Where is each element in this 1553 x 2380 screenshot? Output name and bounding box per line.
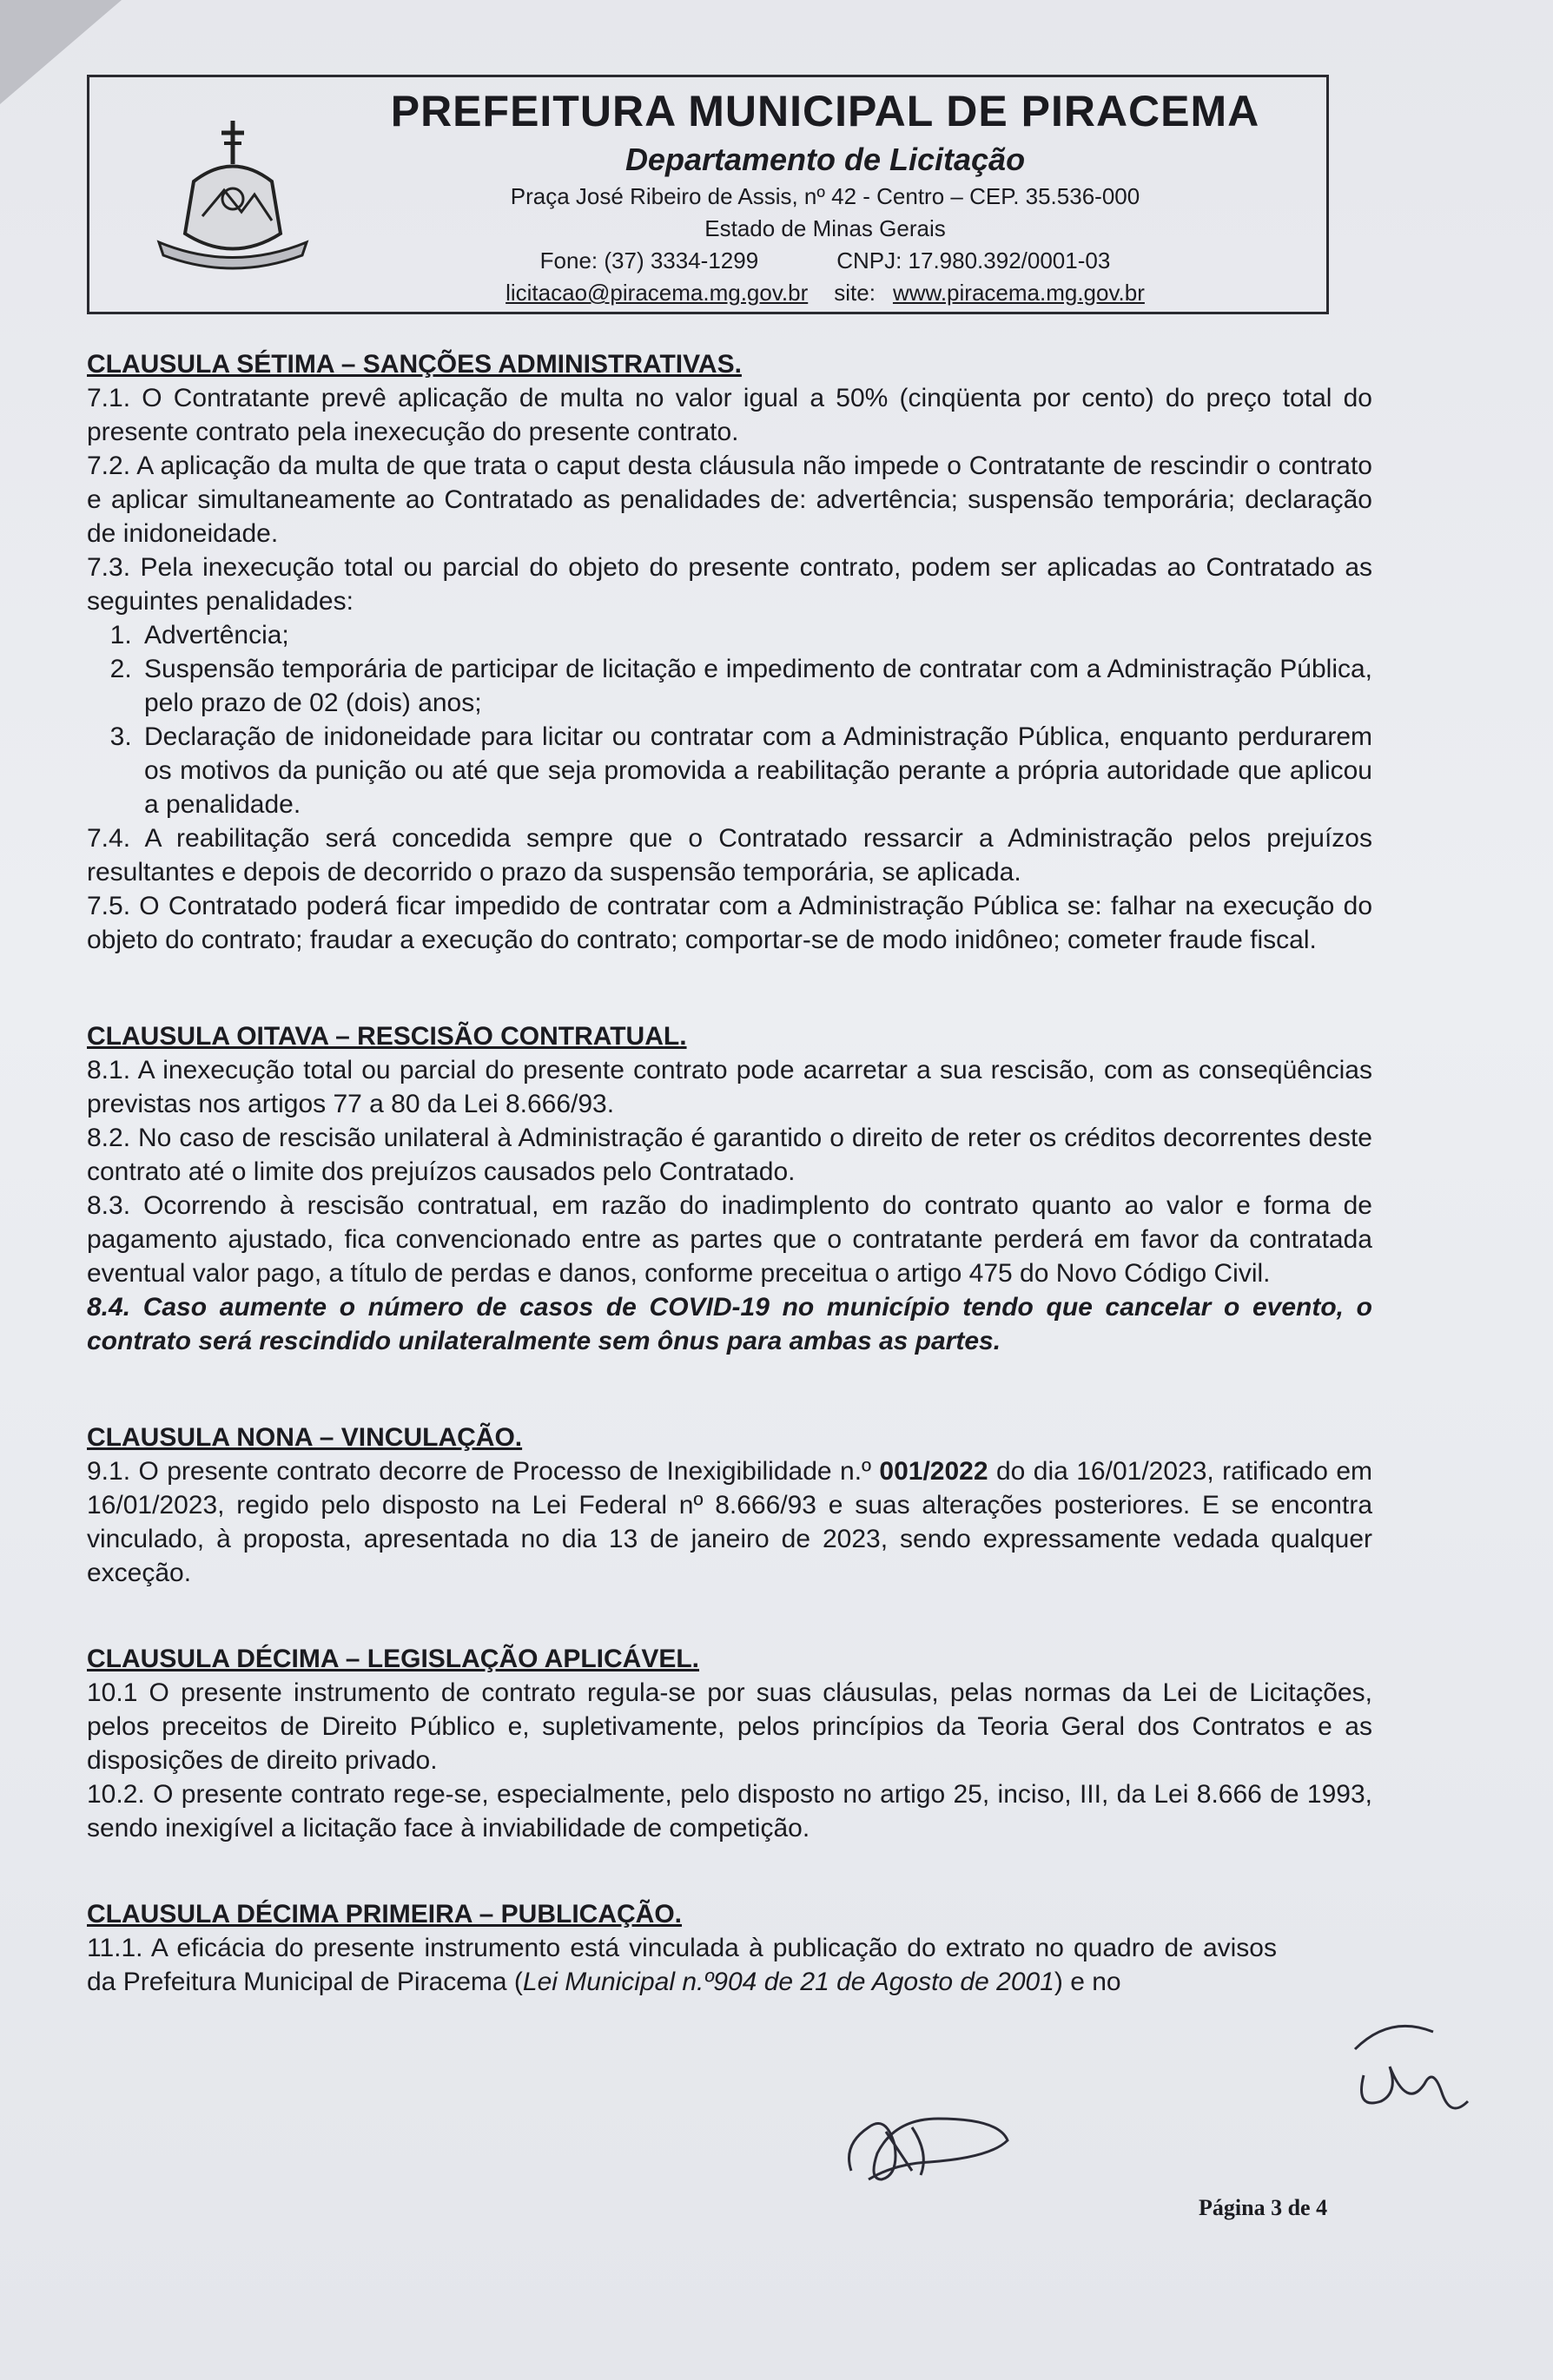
clause-10-2: 10.2. O presente contrato rege-se, especialmente, pelo disposto no artigo 25, inciso, III, da Lei 8.666 de 1993, sendo inexigível a licitação face à inviabilidade de competição. bbox=[87, 1780, 1372, 1843]
clause-7-4: 7.4. A reabilitação será concedida sempre que o Contratado ressarcir a Administração pelos prejuízos resultantes e depois de decorrido o prazo da suspensão temporária, se aplicada. bbox=[87, 824, 1372, 887]
penalty-item: 3. Declaração de inidoneidade para licitar ou contratar com a Administração Pública, enquanto perdurarem os motivos da punição ou até que seja promovida a reabilitação perante a própria autoridade que aplicou a penalidade. bbox=[139, 720, 1372, 821]
penalty-item: 1. Advertência; bbox=[139, 618, 1372, 652]
clause-11-1-text-a: 11.1. A eficácia do presente instrumento está vinculada à publicação do extrato no quadro de avisos da Prefeitura Municipal de Piracema ( bbox=[87, 1934, 1277, 1996]
penalties-list bbox=[87, 618, 1372, 821]
email-link[interactable]: licitacao@piracema.mg.gov.br bbox=[506, 280, 809, 306]
site-link[interactable]: www.piracema.mg.gov.br bbox=[892, 280, 1145, 306]
contract-body bbox=[87, 347, 1372, 1999]
department-name: Departamento de Licitação bbox=[625, 142, 1026, 177]
clause-8-2: 8.2. No caso de rescisão unilateral à Administração é garantido o direito de reter os créditos decorrentes deste contrato até o limite dos prejuízos causados pelo Contratado. bbox=[87, 1124, 1372, 1186]
clause-10-title: CLAUSULA DÉCIMA – LEGISLAÇÃO APLICÁVEL. bbox=[87, 1645, 700, 1673]
address-line: Praça José Ribeiro de Assis, nº 42 - Centro – CEP. 35.536-000 bbox=[510, 183, 1140, 209]
cnpj-number: CNPJ: 17.980.392/0001-03 bbox=[836, 247, 1111, 274]
letterhead bbox=[87, 75, 1329, 314]
municipality-title: PREFEITURA MUNICIPAL DE PIRACEMA bbox=[390, 87, 1260, 135]
clause-8-4: 8.4. Caso aumente o número de casos de COVID-19 no município tendo que cancelar o evento, o contrato será rescindido unilateralmente sem ônus para ambas as partes. bbox=[87, 1293, 1372, 1355]
clause-7-2: 7.2. A aplicação da multa de que trata o caput desta cláusula não impede o Contratante de rescindir o contrato e aplicar simultaneamente ao Contratado as penalidades de: advertência; suspensão temporária; declaração de inidoneidade. bbox=[87, 452, 1372, 548]
site-label: site: bbox=[834, 280, 876, 306]
clause-10-1: 10.1 O presente instrumento de contrato regula-se por suas cláusulas, pelas normas da Lei de Licitações, pelos preceitos de Direito Público e, supletivamente, pelos princípios da Teoria Geral dos Contratos e as disposições de direito privado. bbox=[87, 1678, 1372, 1775]
signature-icon bbox=[834, 2093, 1025, 2197]
clause-7-5: 7.5. O Contratado poderá ficar impedido de contratar com a Administração Pública se: falhar na execução do objeto do contrato; fraudar a execução do contrato; comportar-se de modo inidôneo; cometer fraude fiscal. bbox=[87, 892, 1372, 954]
process-number: 001/2022 bbox=[879, 1457, 988, 1486]
penalty-item: 2. Suspensão temporária de participar de licitação e impedimento de contratar com a Administração Pública, pelo prazo de 02 (dois) anos; bbox=[139, 652, 1372, 720]
clause-9-1-text-c: do dia 16/01/2023, ratificado em 16/01/2023, regido pelo disposto na Lei Federal nº 8.666/93 e suas alterações posteriores. E se encontra vinculado, à proposta, apresentada no dia 13 de janeiro de 2023, sendo expressamente vedada qualquer exceção. bbox=[87, 1457, 1372, 1587]
clause-8-3: 8.3. Ocorrendo à rescisão contratual, em razão do inadimplento do contrato quanto ao valor e forma de pagamento ajustado, fica convencionado entre as partes que o contratante perderá em favor da contratada eventual valor pago, a título de perdas e danos, conforme preceitua o artigo 475 do Novo Código Civil. bbox=[87, 1191, 1372, 1288]
clause-9-1-text-a: 9.1. O presente contrato decorre de Processo de Inexigibilidade n.º bbox=[87, 1457, 880, 1486]
municipal-law-ref: Lei Municipal n.º904 de 21 de Agosto de 2001 bbox=[522, 1968, 1054, 1996]
clause-7-title: CLAUSULA SÉTIMA – SANÇÕES ADMINISTRATIVAS. bbox=[87, 350, 742, 379]
clause-8-title: CLAUSULA OITAVA – RESCISÃO CONTRATUAL. bbox=[87, 1022, 687, 1051]
clause-11-1-text-c: ) e no bbox=[1054, 1968, 1121, 1996]
clause-9-title: CLAUSULA NONA – VINCULAÇÃO. bbox=[87, 1423, 523, 1452]
clause-11-1 bbox=[87, 1931, 1372, 1999]
municipal-coat-of-arms-icon bbox=[142, 112, 324, 294]
clause-8-1: 8.1. A inexecução total ou parcial do presente contrato pode acarretar a sua rescisão, com as conseqüências previstas nos artigos 77 a 80 da Lei 8.666/93. bbox=[87, 1056, 1372, 1118]
clause-7-3: 7.3. Pela inexecução total ou parcial do objeto do presente contrato, podem ser aplicadas ao Contratado as seguintes penalidades: bbox=[87, 553, 1372, 616]
clause-9-1 bbox=[87, 1454, 1372, 1590]
clause-7-1: 7.1. O Contratante prevê aplicação de multa no valor igual a 50% (cinqüenta por cento) do preço total do presente contrato pela inexecução do presente contrato. bbox=[87, 384, 1372, 446]
state-line: Estado de Minas Gerais bbox=[704, 215, 946, 241]
clause-11-title: CLAUSULA DÉCIMA PRIMEIRA – PUBLICAÇÃO. bbox=[87, 1900, 683, 1928]
phone-number: Fone: (37) 3334-1299 bbox=[539, 247, 759, 274]
page-number: Página 3 de 4 bbox=[1199, 2195, 1328, 2220]
initials-signature-icon bbox=[1338, 2014, 1477, 2127]
